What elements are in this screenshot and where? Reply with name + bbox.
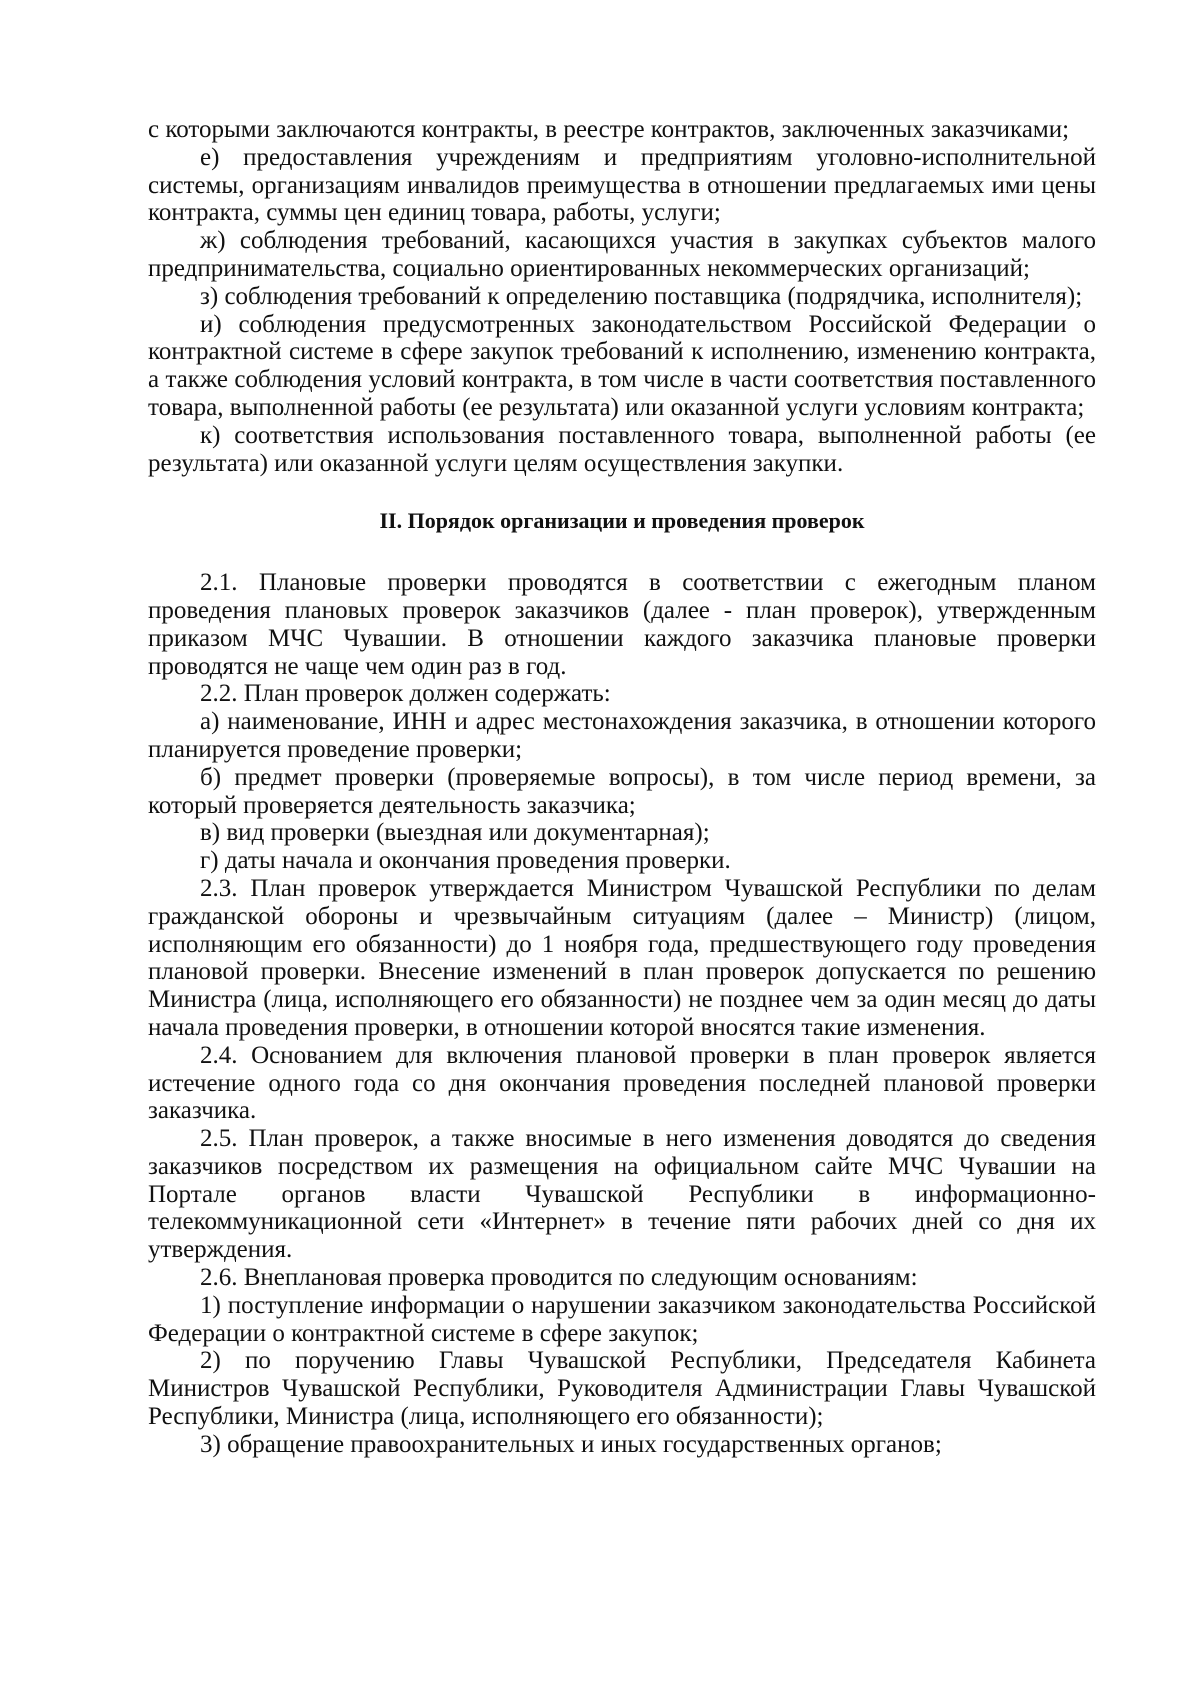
list-item-v: в) вид проверки (выездная или документарная); (200, 819, 710, 847)
continuation-paragraph: с которыми заключаются контракты, в реестре контрактов, заключенных заказчиками; (148, 116, 1070, 143)
list-item-g: г) даты начала и окончания проведения проверки. (200, 847, 731, 875)
basis-item-3: 3) обращение правоохранительных и иных государственных органов; (200, 1430, 942, 1458)
list-item-a: а) наименование, ИНН и адрес местонахождения заказчика, в отношении которого планируется проведение проверки; (148, 708, 1096, 763)
item-e: е) предоставления учреждениям и предприятиям уголовно-исполнительной системы, организациям инвалидов преимущества в отношении предлагаемых ими цены контракта, суммы цен единиц товара, работы, услуги; (148, 143, 1096, 227)
spacer (148, 477, 1096, 507)
paragraph-2-1: 2.1. Плановые проверки проводятся в соответствии с ежегодным планом проведения плановых проверок заказчиков (далее - план проверок), утвержденным приказом МЧС Чувашии. В отношении каждого заказчика плановые проверки проводятся не чаще чем один раз в год. (148, 569, 1096, 680)
list-item-b: б) предмет проверки (проверяемые вопросы), в том числе период времени, за который проверяется деятельность заказчика; (148, 763, 1096, 819)
item-i: и) соблюдения предусмотренных законодательством Российской Федерации о контрактной системе в сфере закупок требований к исполнению, изменению контракта, а также соблюдения условий контракта, в том числе в части соответствия поставленного товара, выполненной работы (ее результата) или оказанной услуги условиям контракта; (148, 310, 1096, 421)
section-heading: II. Порядок организации и проведения проверок (379, 508, 865, 534)
item-z: з) соблюдения требований к определению поставщика (подрядчика, исполнителя); (200, 282, 1083, 310)
paragraph-2-4: 2.4. Основанием для включения плановой проверки в план проверок является истечение одного года со дня окончания проведения последней плановой проверки заказчика. (148, 1041, 1096, 1125)
item-k: к) соответствия использования поставленного товара, выполненной работы (ее результата) или оказанной услуги целям осуществления закупки. (148, 421, 1096, 477)
document-body (148, 116, 1096, 1459)
basis-item-2: 2) по поручению Главы Чувашской Республики, Председателя Кабинета Министров Чувашской Республики, Руководителя Администрации Главы Чувашской Республики, Министра (лица, исполняющего его обязанности); (148, 1347, 1096, 1431)
paragraph-2-3: 2.3. План проверок утверждается Министром Чувашской Республики по делам гражданской обороны и чрезвычайным ситуациям (далее – Министр) (лицом, исполняющим его обязанности) до 1 ноября года, предшествующего году проведения плановой проверки. Внесение изменений в план проверок допускается по решению Министра (лица, исполняющего его обязанности) не позднее чем за один месяц до даты начала проведения проверки, в отношении которой вносятся такие изменения. (148, 874, 1096, 1041)
spacer (148, 535, 1096, 569)
paragraph-2-6: 2.6. Внеплановая проверка проводится по следующим основаниям: (200, 1264, 918, 1292)
paragraph-2-2: 2.2. План проверок должен содержать: (200, 680, 611, 708)
paragraph-2-5: 2.5. План проверок, а также вносимые в него изменения доводятся до сведения заказчиков посредством их размещения на официальном сайте МЧС Чувашии на Портале органов власти Чувашской Республики в информационно-телекоммуникационной сети «Интернет» в течение пяти рабочих дней со дня их утверждения. (148, 1125, 1096, 1264)
item-zh: ж) соблюдения требований, касающихся участия в закупках субъектов малого предпринимательства, социально ориентированных некоммерческих организаций; (148, 227, 1096, 282)
basis-item-1: 1) поступление информации о нарушении заказчиком законодательства Российской Федерации о контрактной системе в сфере закупок; (148, 1291, 1096, 1347)
